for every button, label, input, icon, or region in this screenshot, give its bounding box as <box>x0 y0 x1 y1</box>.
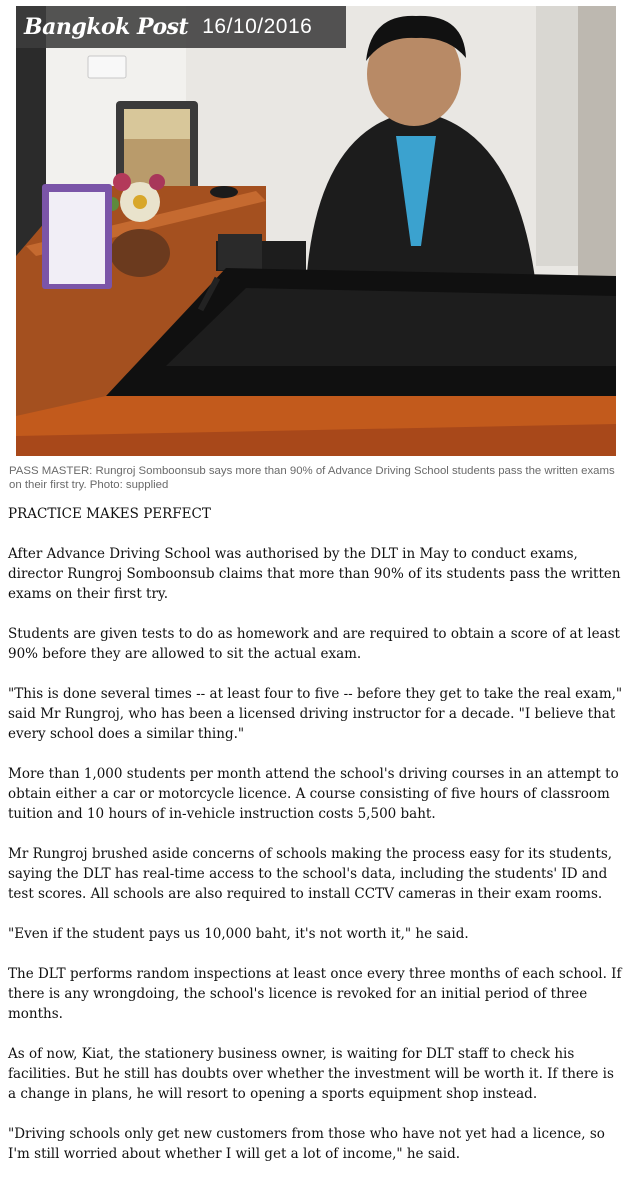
paragraph: "Driving schools only get new customers from those who have not yet had a licence, so I'm still worried about whether I will get a lot of income," he said. <box>8 1126 605 1162</box>
paragraph: "Even if the student pays us 10,000 baht, it's not worth it," he said. <box>8 926 469 942</box>
article-body <box>8 504 626 1184</box>
section-heading: PRACTICE MAKES PERFECT <box>8 506 211 522</box>
brand-logo: Bangkok Post <box>24 14 189 40</box>
publication-date: 16/10/2016 <box>202 15 313 38</box>
photo-caption: PASS MASTER: Rungroj Somboonsub says more than 90% of Advance Driving School students pass the written exams on their first try. Photo: supplied <box>9 465 615 491</box>
photo-illustration <box>16 6 616 456</box>
article-photo <box>16 6 616 456</box>
paragraph: Mr Rungroj brushed aside concerns of schools making the process easy for its students, saying the DLT has real-time access to the school's data, including the students' ID and test scores. All schools are also required to install CCTV cameras in their exam rooms. <box>8 846 613 902</box>
paragraph: The DLT performs random inspections at least once every three months of each school. If there is any wrongdoing, the school's licence is revoked for an initial period of three months. <box>8 966 622 1022</box>
paragraph: Students are given tests to do as homework and are required to obtain a score of at least 90% before they are allowed to sit the actual exam. <box>8 626 620 662</box>
paragraph: As of now, Kiat, the stationery business owner, is waiting for DLT staff to check his facilities. But he still has doubts over whether the investment will be worth it. If there is a change in plans, he will resort to opening a sports equipment shop instead. <box>8 1046 614 1102</box>
paragraph: "This is done several times -- at least four to five -- before they get to take the real exam," said Mr Rungroj, who has been a licensed driving instructor for a decade. "I believe that every school does a similar thing." <box>8 686 623 742</box>
masthead-banner <box>16 6 346 48</box>
paragraph: More than 1,000 students per month attend the school's driving courses in an attempt to obtain either a car or motorcycle licence. A course consisting of five hours of classroom tuition and 10 hours of in-vehicle instruction costs 5,500 baht. <box>8 766 619 822</box>
paragraph: After Advance Driving School was authorised by the DLT in May to conduct exams, director Rungroj Somboonsub claims that more than 90% of its students pass the written exams on their first try. <box>8 546 621 602</box>
